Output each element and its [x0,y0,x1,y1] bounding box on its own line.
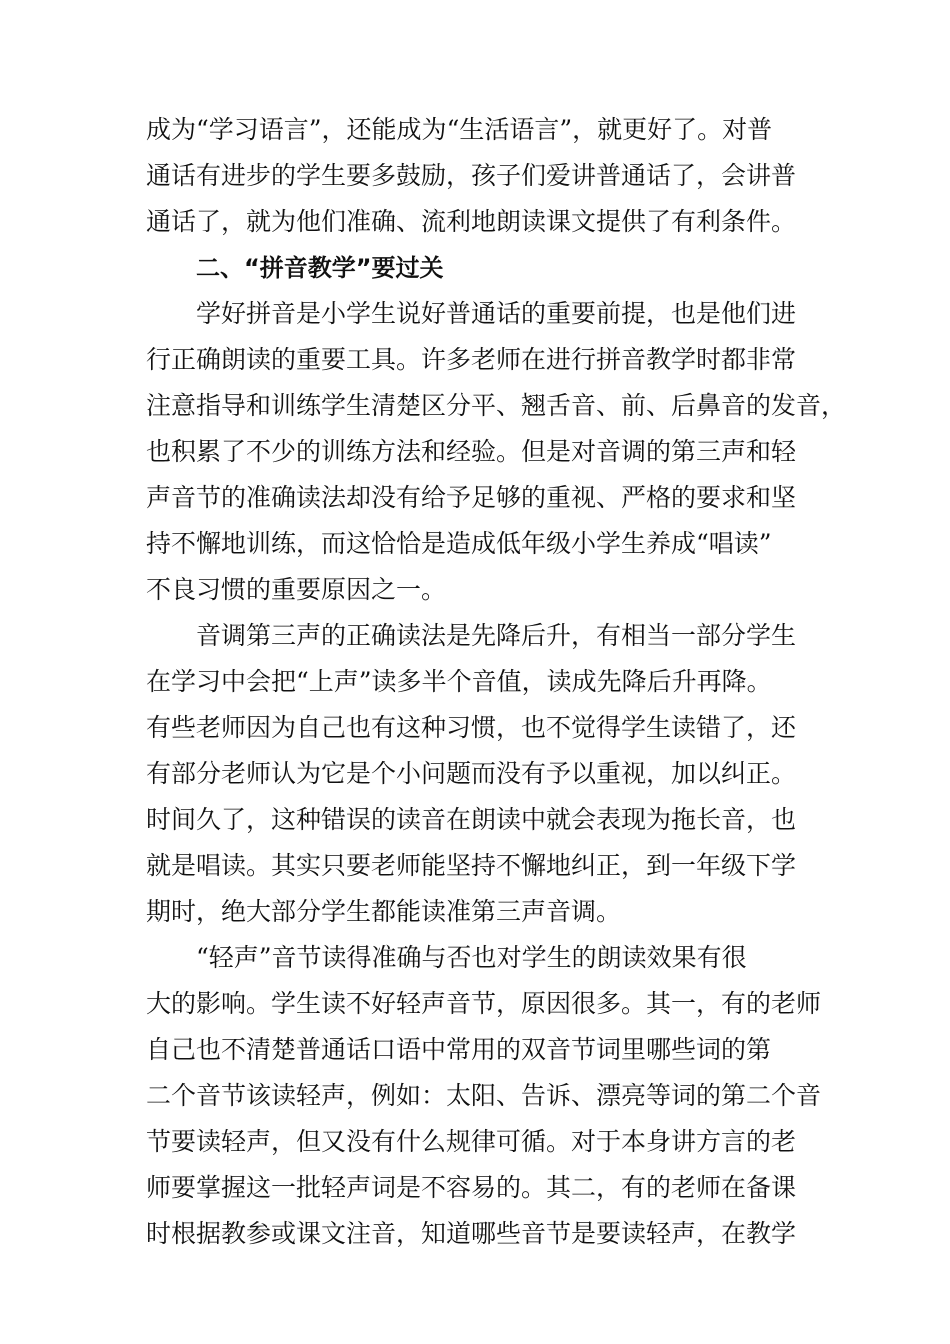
text-line: 时根据教参或课文注音，知道哪些音节是要读轻声，在教学 [146,1219,797,1248]
text-line: 成为“学习语言”，还能成为“生活语言”，就更好了。对普 [146,115,773,144]
text-line: 在学习中会把“上声”读多半个音值，读成先降后升再降。 [146,667,772,696]
text-line: 注意指导和训练学生清楚区分平、翘舌音、前、后鼻音的发音， [146,391,847,420]
text-line: 自己也不清楚普通话口语中常用的双音节词里哪些词的第 [146,1035,772,1064]
text-line: 时间久了，这种错误的读音在朗读中就会表现为拖长音，也 [146,805,797,834]
text-line: 通话了，就为他们准确、流利地朗读课文提供了有利条件。 [146,207,797,236]
text-line: 大的影响。学生读不好轻声音节，原因很多。其一，有的老师 [146,989,822,1018]
text-line: 有部分老师认为它是个小问题而没有予以重视，加以纠正。 [146,759,797,788]
text-line: 行正确朗读的重要工具。许多老师在进行拼音教学时都非常 [146,345,797,374]
text-line: 师要掌握这一批轻声词是不容易的。其二，有的老师在备课 [146,1173,797,1202]
text-line: 期时，绝大部分学生都能读准第三声音调。 [146,897,622,926]
text-line: 持不懈地训练，而这恰恰是造成低年级小学生养成“唱读” [146,529,772,558]
text-line: 就是唱读。其实只要老师能坚持不懈地纠正，到一年级下学 [146,851,797,880]
text-line: 声音节的准确读法却没有给予足够的重视、严格的要求和坚 [146,483,797,512]
text-line: 通话有进步的学生要多鼓励，孩子们爱讲普通话了，会讲普 [146,161,797,190]
text-line: 不良习惯的重要原因之一。 [146,575,447,604]
text-line: 学好拼音是小学生说好普通话的重要前提，也是他们进 [196,299,797,328]
text-line: 也积累了不少的训练方法和经验。但是对音调的第三声和轻 [146,437,797,466]
text-line: 二个音节该读轻声，例如：太阳、告诉、漂亮等词的第二个音 [146,1081,822,1110]
text-line: 节要读轻声，但又没有什么规律可循。对于本身讲方言的老 [146,1127,797,1156]
text-line: 音调第三声的正确读法是先降后升，有相当一部分学生 [196,621,797,650]
text-line: “轻声”音节读得准确与否也对学生的朗读效果有很 [196,943,747,972]
section-heading: 二、“拼音教学”要过关 [196,254,444,282]
text-line: 有些老师因为自己也有这种习惯，也不觉得学生读错了，还 [146,713,797,742]
